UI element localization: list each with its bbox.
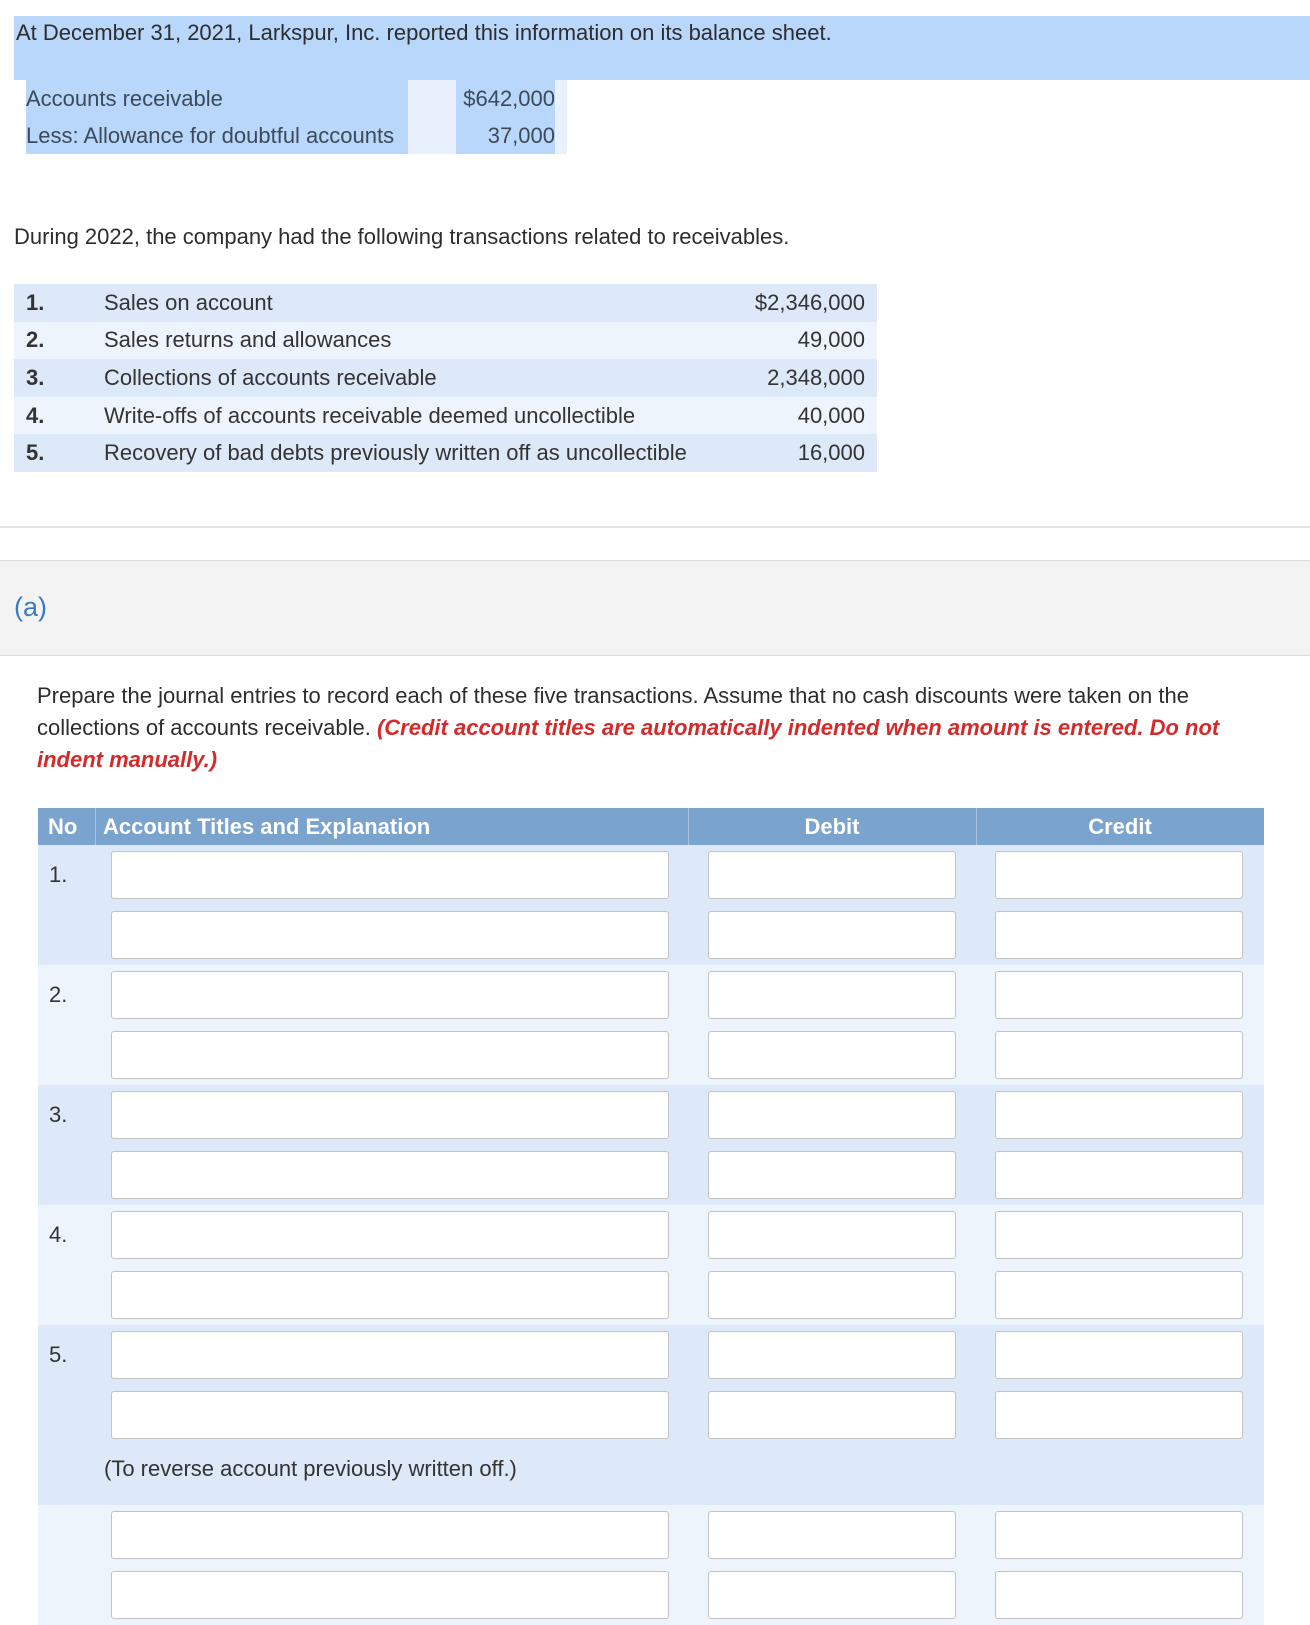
account-title-input[interactable] — [111, 1271, 669, 1319]
balance-sheet-row — [26, 80, 567, 117]
header-no: No — [48, 814, 78, 839]
account-title-input[interactable] — [111, 1391, 669, 1439]
entry-number: 3. — [49, 1102, 68, 1127]
account-title-input[interactable] — [111, 971, 669, 1019]
debit-input[interactable] — [708, 1271, 956, 1319]
transaction-row — [14, 434, 877, 472]
journal-row — [38, 1505, 1264, 1565]
transaction-row — [14, 359, 877, 397]
journal-entry-table — [38, 808, 1264, 1625]
entry-note-text: (To reverse account previously written off.) — [104, 1456, 517, 1481]
credit-input[interactable] — [995, 1271, 1243, 1319]
intro-text: At December 31, 2021, Larkspur, Inc. reported this information on its balance sheet. — [14, 16, 1310, 80]
debit-input[interactable] — [708, 1391, 956, 1439]
divider — [0, 526, 1310, 528]
transaction-amount: $2,346,000 — [754, 289, 865, 315]
entry-note — [38, 1445, 1264, 1505]
debit-input[interactable] — [708, 911, 956, 959]
account-title-input[interactable] — [111, 1151, 669, 1199]
transaction-number: 4. — [26, 402, 45, 428]
debit-input[interactable] — [708, 1331, 956, 1379]
header-debit: Debit — [804, 814, 860, 839]
transaction-description: Collections of accounts receivable — [104, 364, 437, 390]
transaction-number: 1. — [26, 289, 45, 315]
journal-row — [38, 1025, 1264, 1085]
credit-input[interactable] — [995, 1151, 1243, 1199]
journal-entry-group — [38, 965, 1264, 1085]
account-title-input[interactable] — [111, 851, 669, 899]
section-label: (a) — [14, 592, 47, 622]
journal-header — [38, 808, 1264, 845]
transaction-number: 3. — [26, 364, 45, 390]
instruction-main: Prepare the journal entries to record each of these five transactions. Assume that no cash discounts were taken on the collections of accounts receivable. — [37, 683, 1189, 740]
journal-row — [38, 1205, 1264, 1265]
journal-entry-group — [38, 1505, 1264, 1625]
credit-input[interactable] — [995, 1031, 1243, 1079]
balance-sheet-table — [26, 80, 567, 154]
transaction-row — [14, 322, 877, 360]
journal-row — [38, 1145, 1264, 1205]
instruction-text — [37, 680, 1277, 776]
journal-row — [38, 965, 1264, 1025]
credit-input[interactable] — [995, 911, 1243, 959]
debit-input[interactable] — [708, 1031, 956, 1079]
account-title-input[interactable] — [111, 911, 669, 959]
journal-entry-group — [38, 1085, 1264, 1205]
transaction-amount: 49,000 — [797, 327, 865, 353]
transaction-description: Write-offs of accounts receivable deemed uncollectible — [104, 402, 636, 428]
header-credit: Credit — [1088, 814, 1152, 839]
credit-input[interactable] — [995, 1571, 1243, 1619]
journal-row — [38, 1325, 1264, 1385]
journal-row — [38, 1265, 1264, 1325]
transaction-row — [14, 284, 877, 322]
entry-number: 1. — [49, 862, 68, 887]
journal-row — [38, 905, 1264, 965]
credit-input[interactable] — [995, 1391, 1243, 1439]
transaction-description: Sales returns and allowances — [104, 327, 392, 353]
account-title-input[interactable] — [111, 1571, 669, 1619]
journal-entry-group — [38, 1205, 1264, 1325]
account-title-input[interactable] — [111, 1031, 669, 1079]
journal-row — [38, 1085, 1264, 1145]
credit-input[interactable] — [995, 1211, 1243, 1259]
transaction-number: 5. — [26, 440, 45, 466]
balance-sheet-amount: 37,000 — [456, 117, 555, 154]
credit-input[interactable] — [995, 971, 1243, 1019]
account-title-input[interactable] — [111, 1091, 669, 1139]
debit-input[interactable] — [708, 1091, 956, 1139]
journal-entry-group — [38, 845, 1264, 965]
transaction-amount: 2,348,000 — [767, 364, 865, 390]
debit-input[interactable] — [708, 1151, 956, 1199]
account-title-input[interactable] — [111, 1211, 669, 1259]
credit-input[interactable] — [995, 1091, 1243, 1139]
entry-number: 5. — [49, 1342, 68, 1367]
entry-number: 4. — [49, 1222, 68, 1247]
transaction-amount: 16,000 — [797, 440, 865, 466]
section-header-bar — [0, 560, 1310, 656]
debit-input[interactable] — [708, 1211, 956, 1259]
credit-input[interactable] — [995, 1331, 1243, 1379]
debit-input[interactable] — [708, 971, 956, 1019]
debit-input[interactable] — [708, 1571, 956, 1619]
balance-sheet-row — [26, 117, 567, 154]
transaction-row — [14, 397, 877, 435]
account-title-input[interactable] — [111, 1331, 669, 1379]
instruction-note: (Credit account titles are automatically indented when amount is entered. Do not indent manually.) — [37, 715, 1220, 772]
balance-sheet-label: Accounts receivable — [26, 80, 408, 117]
transactions-table — [14, 284, 877, 472]
entry-number: 2. — [49, 982, 68, 1007]
transaction-description: Recovery of bad debts previously written off as uncollectible — [104, 440, 687, 466]
transaction-description: Sales on account — [104, 289, 273, 315]
transactions-intro: During 2022, the company had the following transactions related to receivables. — [14, 224, 790, 249]
credit-input[interactable] — [995, 851, 1243, 899]
journal-row — [38, 1385, 1264, 1445]
balance-sheet-amount: $642,000 — [456, 80, 555, 117]
journal-row — [38, 845, 1264, 905]
header-account: Account Titles and Explanation — [103, 814, 431, 839]
journal-entry-group — [38, 1325, 1264, 1505]
transaction-amount: 40,000 — [797, 402, 865, 428]
transaction-number: 2. — [26, 327, 45, 353]
journal-row — [38, 1565, 1264, 1625]
balance-sheet-label: Less: Allowance for doubtful accounts — [26, 117, 408, 154]
debit-input[interactable] — [708, 851, 956, 899]
